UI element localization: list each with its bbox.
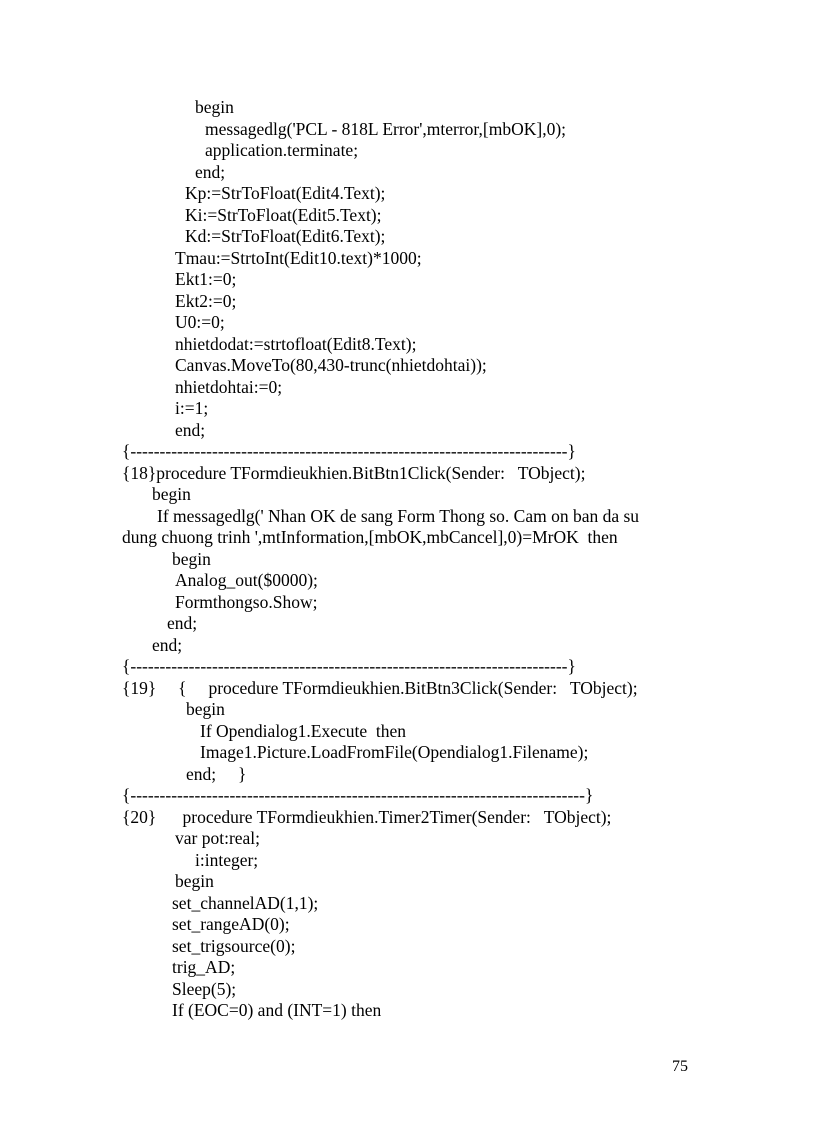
code-line: set_trigsource(0); (172, 935, 296, 956)
code-line: Image1.Picture.LoadFromFile(Opendialog1.Filename); (200, 742, 589, 762)
code-line: If messagedlg(' Nhan OK de sang Form Thong so. Cam on ban da su (157, 505, 640, 526)
code-line: i:integer; (195, 849, 259, 870)
code-line: Sleep(5); (172, 978, 237, 999)
code-line: {19} { procedure TFormdieukhien.BitBtn3Click(Sender: TObject); (122, 677, 638, 698)
code-line: Tmau:=StrtoInt(Edit10.text)*1000; (175, 247, 422, 268)
code-line: messagedlg('PCL - 818L Error',mterror,[mbOK],0); (205, 118, 567, 139)
code-line: var pot:real; (175, 828, 261, 848)
code-line: {20} procedure TFormdieukhien.Timer2Timer(Sender: TObject); (122, 806, 612, 827)
code-line: end; (175, 419, 206, 440)
code-line: set_channelAD(1,1); (172, 892, 319, 913)
code-line: end; } (186, 763, 247, 784)
code-line: If (EOC=0) and (INT=1) then (172, 1000, 382, 1020)
page-number: 75 (672, 1058, 688, 1075)
code-line: set_rangeAD(0); (172, 914, 290, 934)
code-line: U0:=0; (175, 312, 225, 332)
code-line: Analog_out($0000); (175, 570, 318, 590)
code-line: end; (195, 161, 226, 182)
code-line: begin (186, 699, 225, 719)
code-line: Ekt2:=0; (175, 290, 237, 311)
code-line: nhietdohtai:=0; (175, 376, 283, 397)
code-line: {------------------------------------------------------------------------------} (122, 785, 594, 805)
code-line: Formthongso.Show; (175, 591, 318, 612)
code-line: begin (195, 97, 234, 117)
code-line: begin (175, 871, 214, 891)
code-line: If Opendialog1.Execute then (200, 720, 407, 741)
code-line: nhietdodat:=strtofloat(Edit8.Text); (175, 333, 417, 354)
code-line: end; (167, 613, 198, 633)
code-line: application.terminate; (205, 140, 359, 160)
code-line: Kp:=StrToFloat(Edit4.Text); (185, 183, 386, 203)
code-line: i:=1; (175, 398, 209, 418)
code-line: begin (172, 548, 211, 569)
code-line: end; (152, 634, 183, 655)
code-line: {---------------------------------------------------------------------------} (122, 441, 576, 461)
code-line: Kd:=StrToFloat(Edit6.Text); (185, 226, 386, 246)
code-line: Ki:=StrToFloat(Edit5.Text); (185, 204, 382, 225)
code-line: Canvas.MoveTo(80,430-trunc(nhietdohtai)); (175, 355, 487, 375)
code-line: Ekt1:=0; (175, 269, 237, 289)
code-line: begin (152, 484, 191, 504)
code-line: {---------------------------------------------------------------------------} (122, 656, 576, 676)
code-line: {18}procedure TFormdieukhien.BitBtn1Click(Sender: TObject); (122, 462, 586, 483)
code-line: dung chuong trinh ',mtInformation,[mbOK,mbCancel],0)=MrOK then (122, 527, 618, 547)
code-line: trig_AD; (172, 957, 236, 977)
